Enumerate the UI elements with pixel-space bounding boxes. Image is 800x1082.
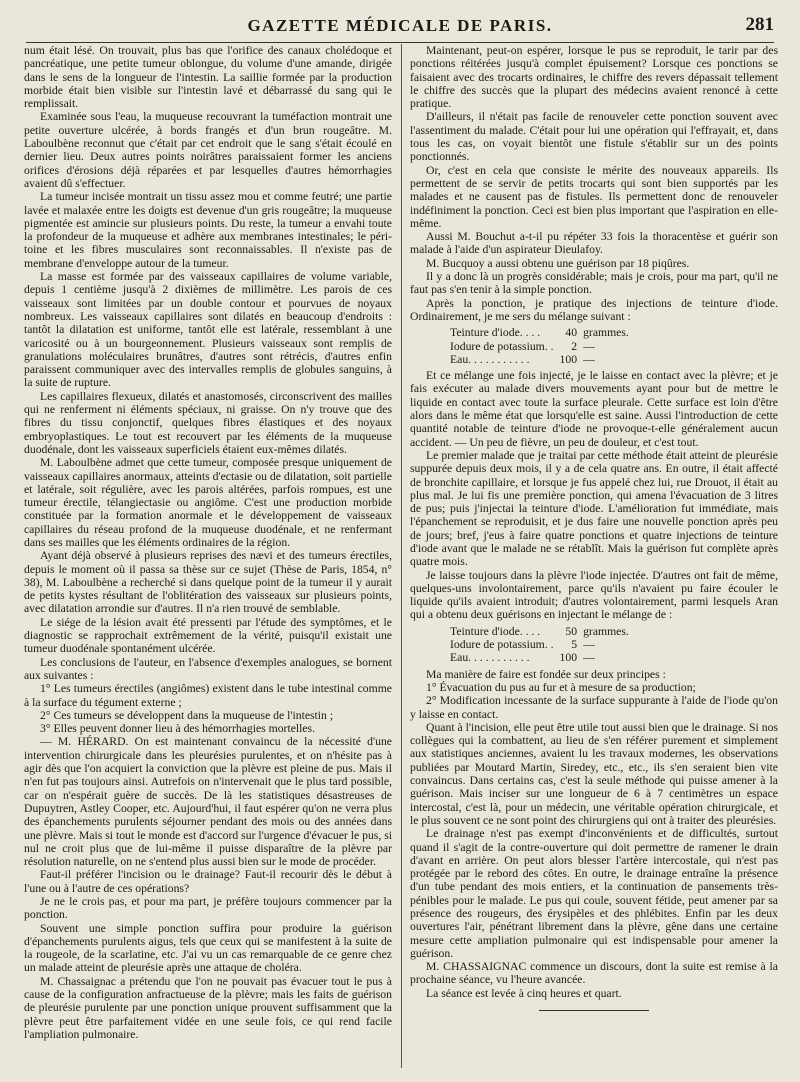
paragraph: Les capillaires flexueux, dilatés et anastomosés, circonscrivent des mailles qui ne renferment ni éléments spéciaux, ni graisse. On n'y trouve que des fibres du tissu conjonctif, quelques fibres élastiques et des noyaux embryoplastiques. Le tout est recouvert par les éléments de la muqueuse duodénale, dont les vaisseaux superficiels étaient eux-mêmes dilatés. <box>24 389 392 456</box>
paragraph: La séance est levée à cinq heures et quart. <box>426 986 622 1000</box>
ingredient-qty: 5 <box>571 638 578 652</box>
recipe-row <box>450 638 635 651</box>
paragraph: num était lésé. On trouvait, plus bas que l'orifice des canaux cholédoque et pancréatique, une petite tumeur oblongue, du volume d'une amande, dirigée dans le sens de la longueur de l'intestin. La saillie formée par la production morbide était bien visible sur l'intestin lavé et débarrassé du sang qui le remplissait. <box>24 44 392 111</box>
paragraph: Je laisse toujours dans la plèvre l'iode injectée. D'autres ont fait de même, quelques-uns involontairement, parce qu'ils n'avaient pu faire écouler le liquide qu'ils avaient introduit; d'autres volontairement, parmi lesquels Aran qui a obtenu deux guérisons en injectant le mélange de : <box>410 568 778 622</box>
ingredient-name: Teinture d'iode. . . . <box>450 326 541 340</box>
paragraph: Faut-il préférer l'incision ou le drainage? Faut-il recourir dès le début à l'une ou à l'autre de ces opérations? <box>24 868 392 895</box>
conclusion-item: 1° Les tumeurs érectiles (angiômes) existent dans le tube intestinal comme à la surface du tégument externe ; <box>24 682 392 709</box>
recipe-table-2 <box>450 625 635 665</box>
paragraph: M. CHASSAIGNAC commence un discours, dont la suite est remise à la prochaine séance, vu l'heure avancée. <box>410 960 778 987</box>
ingredient-unit: — <box>583 339 595 353</box>
recipe-row <box>450 340 635 353</box>
recipe-row <box>450 651 635 664</box>
paragraph: Après la ponction, je pratique des injections de teinture d'iode. Ordinairement, je me sers du mélange suivant : <box>410 296 778 323</box>
paragraph: Le premier malade que je traitai par cette méthode était atteint de pleurésie suppurée depuis deux mois, il y a de cela quatre ans. En outre, il était affecté de bronchite capillaire, et lorsque je fus appelé chez lui, rue Drouot, il était au plus mal. Je lui fis une première ponction, qui amena l'évacuation de 3 litres de pus; puis j'injectai la teinture d'iode. L'amélioration fut immédiate, mais l'épanchement se reproduisit, et je dus faire une nouvelle ponction après peu de jours; bref, j'eus à faire quatre ponctions et quatre injections de teinture d'iode avant que le malade ne se rétablît. Mais la guérison fut complète après quatre mois. <box>410 448 778 569</box>
paragraph: Le siége de la lésion avait été pressenti par l'étude des symptômes, et le diagnostic se rapprochait extrêmement de la vérité, puisqu'il existait une tumeur duodénale spontanément ulcérée. <box>24 615 392 656</box>
ingredient-unit: — <box>583 651 595 665</box>
recipe-table-1 <box>450 326 635 366</box>
journal-title: GAZETTE MÉDICALE DE PARIS. <box>247 16 553 35</box>
paragraph: — M. HÉRARD. On est maintenant convaincu de la nécessité d'une intervention chirurgicale dans les pleurésies purulentes, et on n'hésite pas à agir dès que l'on acquiert la conviction que la plèvre est pleine de pus. Mais il n'en fut pas toujours ainsi. Autrefois on n'intervenait que le plus tard possible, car on n'espérait guère de succès. De là les statistiques désastreuses de Dupuytren, Astley Cooper, etc. Aujourd'hui, il faut espérer qu'on ne verra plus des épanchements purulents séjourner pendant des mois ou des années dans une plèvre. Mais si tout le monde est d'accord sur l'urgence d'évacuer le pus, si nul ne croit plus que de lui-même il puisse disparaître de la plèvre par résolution naturelle, on ne s'entend plus aussi bien sur le mode de procéder. <box>24 735 392 869</box>
ingredient-qty: 50 <box>565 624 578 638</box>
paragraph: Ma manière de faire est fondée sur deux principes : <box>426 667 666 681</box>
paragraph: La tumeur incisée montrait un tissu assez mou et comme feutré; une partie lavée et malaxée entre les doigts est devenue d'un gris rougeâtre; la muqueuse pigmentée est amincie sur plusieurs points. Du reste, la tumeur a envahi toute la profondeur de la muqueuse et adhère aux membranes intestinales; le péri-toine et les fibres musculaires sont reconnaissables. Il n'existe pas de membrane d'enveloppe autour de la tumeur. <box>24 190 392 270</box>
ingredient-qty: 2 <box>571 339 578 353</box>
paragraph: M. Chassaignac a prétendu que l'on ne pouvait pas évacuer tout le pus à cause de la configuration anfractueuse de la plèvre; mais les faits de guérison de pleurésie purulente par une ponction unique prouvent suffisamment que la plèvre peut être parfaitement vidée en une seule fois, ce qui rend facile l'ampliation pulmonaire. <box>24 974 392 1041</box>
page-number: 281 <box>745 14 774 35</box>
ingredient-name: Iodure de potassium. . <box>450 339 554 353</box>
ingredient-qty: 100 <box>559 352 578 366</box>
paragraph: Maintenant, peut-on espérer, lorsque le pus se reproduit, le tarir par des ponctions réitérées jusqu'à complet épuisement? Lorsque ces ponctions se faisaient avec des trocarts ordinaires, le chiffre des revers dépassait tellement le chiffre des succès que la plupart des médecins avaient renoncé à cette pratique. <box>410 44 778 111</box>
column-divider <box>401 44 402 1068</box>
page-header <box>26 14 774 43</box>
paragraph: Les conclusions de l'auteur, en l'absence d'exemples analogues, se bornent aux suivantes : <box>24 655 392 682</box>
end-rule <box>539 1010 649 1011</box>
recipe-row <box>450 326 635 339</box>
recipe-row <box>450 353 635 366</box>
ingredient-qty: 40 <box>565 326 578 340</box>
paragraph: Or, c'est en cela que consiste le mérite des nouveaux appareils. Ils permettent de se servir de petits trocarts qui sont bien supportés par les malades et ne causent pas de fistules. Ils permettent donc de renouveler indéfiniment la ponction. Ceci est bien plus important que l'aspiration en elle-même. <box>410 163 778 230</box>
right-column <box>410 44 778 1074</box>
conclusion-item: 2° Ces tumeurs se développent dans la muqueuse de l'intestin ; <box>40 708 334 722</box>
paragraph: Examinée sous l'eau, la muqueuse recouvrant la tuméfaction montrait une petite ouverture ulcérée, à bords frangés et d'un brun rougeâtre. M. Laboulbène reconnut que c'était par cet endroit que le sang s'était écoulé en dernier lieu. Deux autres points noirâtres paraissaient former les anciens orifices d'érosions déjà réparées et par lesquelles d'autres hémorrhagies avaient dû s'effectuer. <box>24 110 392 190</box>
ingredient-unit: — <box>583 352 595 366</box>
paragraph: Je ne le crois pas, et pour ma part, je préfère toujours commencer par la ponction. <box>24 895 392 922</box>
ingredient-name: Iodure de potassium. . <box>450 638 554 652</box>
ingredient-name: Eau. . . . . . . . . . . <box>450 352 530 366</box>
principle-item: 2° Modification incessante de la surface suppurante à l'aide de l'iode qu'on y laisse en contact. <box>410 694 778 721</box>
paragraph: La masse est formée par des vaisseaux capillaires de volume variable, depuis 1 centième jusqu'à 2 dixièmes de millimètre. Les parois de ces vaisseaux sont limitées par un double contour et pourvues de noyaux nombreux. Les vaisseaux capillaires sont dilatés en beaucoup d'endroits : tantôt la dilatation est uniforme, tantôt elle est latérale, ressemblant à une varicosité ou à un bourgeonnement. Plusieurs vaisseaux sont remplis de granulations moléculaires brunâtres, d'autres sont rétrécis, d'autres enfin paraissent communiquer avec des intervalles remplis de globules sanguins, à la suite de rupture. <box>24 270 392 390</box>
ingredient-qty: 100 <box>559 651 578 665</box>
paragraph: M. Bucquoy a aussi obtenu une guérison par 18 piqûres. <box>426 256 690 270</box>
paragraph: D'ailleurs, il n'était pas facile de renouveler cette ponction souvent avec l'assentiment du malade. C'était pour lui une opération qui l'effrayait, et, dans tous les cas, on voyait bientôt une fistule s'établir sur un des points ponctionnés. <box>410 110 778 164</box>
recipe-row <box>450 625 635 638</box>
ingredient-unit: — <box>583 638 595 652</box>
principle-item: 1° Évacuation du pus au fur et à mesure de sa production; <box>426 680 696 694</box>
paragraph: Souvent une simple ponction suffira pour produire la guérison d'épanchements purulents aigus, tels que ceux qui se manifestent à la suite de la rougeole, de la scarlatine, etc. J'ai vu un cas remarquable de ce genre chez un malade atteint de pleurésie après une attaque de choléra. <box>24 921 392 975</box>
left-column <box>24 44 392 1074</box>
paragraph: Le drainage n'est pas exempt d'inconvénients et de difficultés, surtout quand il s'agit de la contre-ouverture qui doit permettre de ramener le drain d'avant en arrière. On peut alors blesser l'artère intercostale, qui n'est pas protégée par le rebord des côtes. En outre, le drainage entraîne la présence d'un tube pendant des mois entiers, et la continuation de pansements très-pénibles pour le malade. Le pus qui coule, souvent fétide, peut amener par sa présence des rougeurs, des érysipèles et des phlébites. Enfin par les deux ouvertures l'air, pénétrant librement dans la plèvre, gêne dans une certaine mesure cette ampliation pulmonaire qui est indispensable pour amener la guérison. <box>410 827 778 960</box>
paragraph: Il y a donc là un progrès considérable; mais je crois, pour ma part, qu'il ne faut pas s'en tenir à la simple ponction. <box>410 270 778 297</box>
paragraph: M. Laboulbène admet que cette tumeur, composée presque uniquement de vaisseaux capillaires anormaux, atteints d'ectasie ou de dilatation, soit partielle et latérale, soit régulière, avec les parois altérées, parfois rompues, est une tumeur érectile, télangiectasie ou angiôme. C'est une production morbide constituée par la formation anormale et le développement de vaisseaux capillaires du réseau profond de la muqueuse duodénale, et ne renfermant dans ses mailles que les éléments ordinaires de la région. <box>24 456 392 549</box>
conclusion-item: 3° Elles peuvent donner lieu à des hémorrhagies mortelles. <box>40 722 316 736</box>
paragraph: Quant à l'incision, elle peut être utile tout aussi bien que le drainage. Si nos collègues qui la combattent, au lieu de s'en référer purement et simplement aux statistiques anciennes, avaient lu les travaux modernes, les observations publiées par Moutard Martin, Siredey, etc., etc., ils s'en seraient bien vite convaincus. Dans certains cas, c'est la seule méthode qui puisse amener à la guérison. Mais inciser sur une longueur de 6 à 7 centimètres un espace intercostal, c'est là, pour un médecin, une véritable opération chirurgicale, et le plus souvent ce ne sont point des chirurgiens qui ont à traiter des pleurésies. <box>410 720 778 827</box>
paragraph: Ayant déjà observé à plusieurs reprises des nævi et des tumeurs érectiles, depuis le moment où il passa sa thèse sur ce sujet (Thèse de Paris, 1854, n° 38), M. Laboulbène a recherché si dans quelque point de la tumeur il y aurait de petits kystes résultant de l'oblitération des vaisseaux sur plusieurs points, avec dilatation arrondie sur d'autres. Il n'a rien trouvé de semblable. <box>24 549 392 616</box>
ingredient-name: Eau. . . . . . . . . . . <box>450 651 530 665</box>
paragraph: Aussi M. Bouchut a-t-il pu répéter 33 fois la thoracentèse et guérir son malade à l'aide d'un aspirateur Dieulafoy. <box>410 230 778 257</box>
ingredient-unit: grammes. <box>583 326 629 340</box>
paragraph: Et ce mélange une fois injecté, je le laisse en contact avec la plèvre; et je fais exécuter au malade divers mouvements ayant pour but de mettre le liquide en contact avec toute la surface pleurale. Cette surface est loin d'être alors dans le même état que lorsqu'elle est saine. Aussi l'introduction de cette quantité notable de teinture d'iode ne provoque-t-elle généralement aucun accident. — Un peu de fièvre, un peu de douleur, et c'est tout. <box>410 369 778 449</box>
ingredient-unit: grammes. <box>583 624 629 638</box>
ingredient-name: Teinture d'iode. . . . <box>450 624 541 638</box>
